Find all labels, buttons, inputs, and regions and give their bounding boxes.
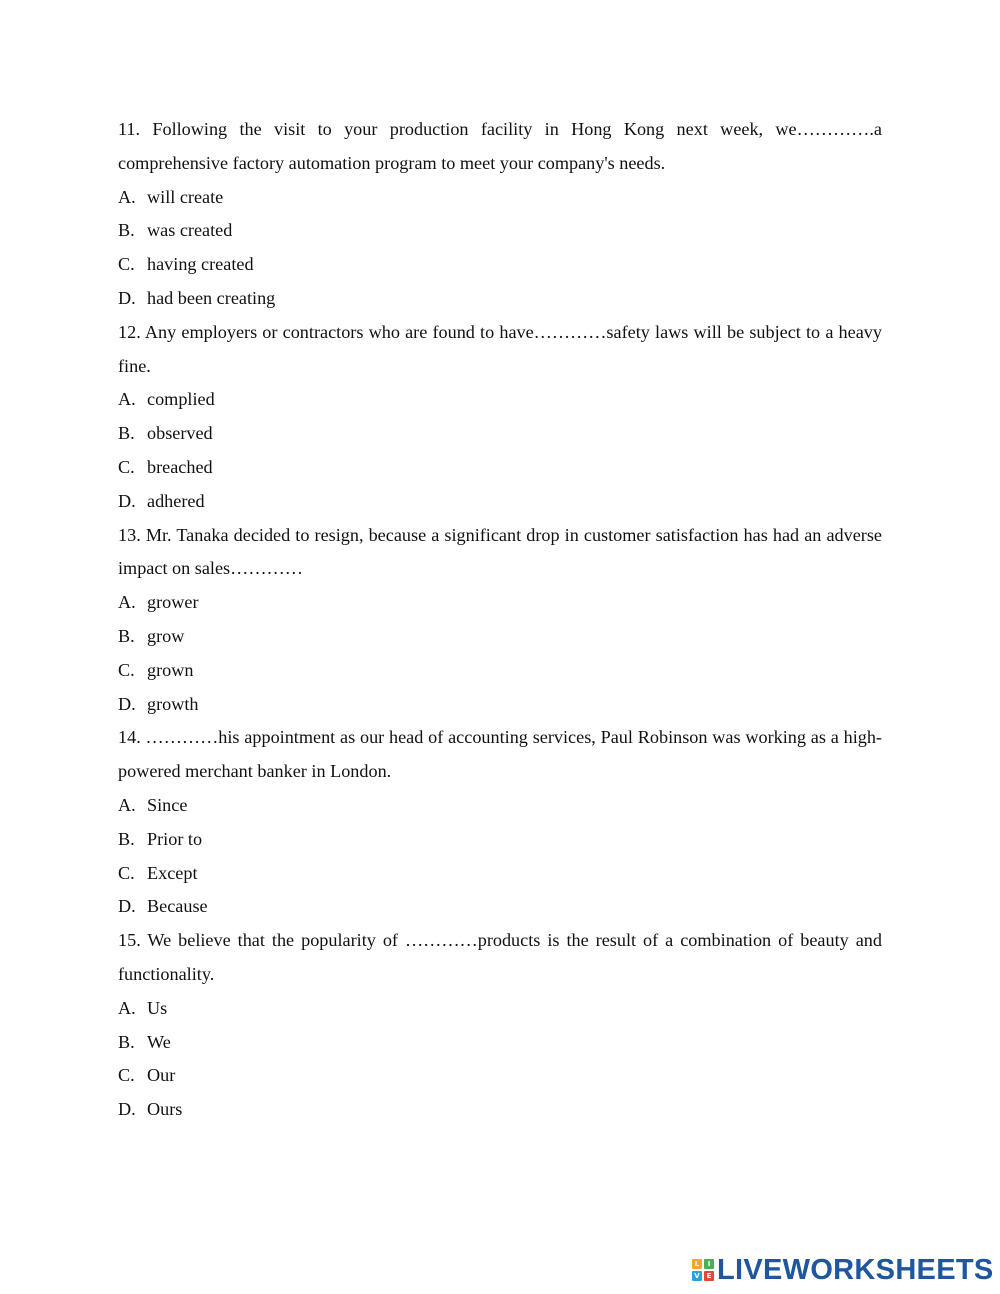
option-text: will create [147,186,224,207]
option-letter: A. [118,592,136,613]
option-text: complied [147,389,215,410]
option-letter: B. [118,423,135,444]
option-text: having created [147,254,254,275]
option-letter: D. [118,896,136,917]
option-text: Us [147,997,168,1018]
option-letter: A. [118,794,136,815]
question-12 [118,316,882,519]
option-letter: D. [118,287,136,308]
question-stem: 12. Any employers or contractors who are found to have…………safety laws will be subject to a heavy fine. [118,321,882,376]
option-letter: D. [118,490,136,511]
option-text: Except [147,862,198,883]
option-letter: C. [118,456,135,477]
option-letter: A. [118,389,136,410]
answer-option-c[interactable] [118,654,882,688]
answer-option-c[interactable] [118,1059,882,1093]
answer-option-c[interactable] [118,451,882,485]
logo-block-e: E [704,1271,714,1281]
answer-option-d[interactable] [118,1093,882,1127]
answer-option-b[interactable] [118,620,882,654]
answer-option-a[interactable] [118,992,882,1026]
question-stem: 14. …………his appointment as our head of accounting services, Paul Robinson was working as a high-powered merchant banker in London. [118,727,882,782]
option-letter: B. [118,625,135,646]
option-text: grower [147,592,199,613]
option-text: grow [147,625,185,646]
option-text: Ours [147,1099,183,1120]
option-text: grown [147,659,194,680]
question-stem: 11. Following the visit to your production facility in Hong Kong next week, we………….a comprehensive factory automation program to meet your company's needs. [118,119,882,173]
question-13 [118,519,882,722]
logo-block-i: I [704,1259,714,1269]
answer-option-d[interactable] [118,282,882,316]
option-text: Prior to [147,828,203,849]
question-stem: 15. We believe that the popularity of …………products is the result of a combination of beauty and functionality. [118,930,882,984]
option-letter: A. [118,186,136,207]
option-letter: A. [118,997,136,1018]
answer-option-d[interactable] [118,485,882,519]
answer-option-a[interactable] [118,383,882,417]
answer-option-d[interactable] [118,688,882,722]
answer-option-d[interactable] [118,890,882,924]
option-letter: C. [118,254,135,275]
option-text: observed [147,423,213,444]
question-15 [118,924,882,1127]
answer-option-b[interactable] [118,823,882,857]
option-letter: B. [118,220,135,241]
answer-option-c[interactable] [118,248,882,282]
option-letter: C. [118,1065,135,1086]
logo-blocks-icon [692,1259,714,1281]
option-text: was created [147,220,233,241]
logo-block-v: V [692,1271,702,1281]
question-stem: 13. Mr. Tanaka decided to resign, because a significant drop in customer satisfaction has had an adverse impact on sales………… [118,524,882,579]
option-text: Our [147,1065,176,1086]
answer-option-a[interactable] [118,181,882,215]
answer-option-c[interactable] [118,857,882,891]
option-letter: D. [118,1099,136,1120]
brand-name: LIVEWORKSHEETS [717,1253,994,1286]
liveworksheets-logo [692,1255,994,1285]
option-text: breached [147,456,213,477]
option-text: Because [147,896,208,917]
option-letter: D. [118,693,136,714]
option-letter: B. [118,1031,135,1052]
logo-block-l: L [692,1259,702,1269]
option-text: We [147,1031,171,1052]
option-text: had been creating [147,287,276,308]
answer-option-a[interactable] [118,586,882,620]
question-14 [118,721,882,924]
answer-option-b[interactable] [118,214,882,248]
answer-option-a[interactable] [118,789,882,823]
option-letter: C. [118,659,135,680]
option-letter: C. [118,862,135,883]
question-11 [118,113,882,316]
option-text: adhered [147,490,205,511]
worksheet-content [118,113,882,1127]
answer-option-b[interactable] [118,1026,882,1060]
option-text: Since [147,794,188,815]
option-text: growth [147,693,199,714]
answer-option-b[interactable] [118,417,882,451]
option-letter: B. [118,828,135,849]
